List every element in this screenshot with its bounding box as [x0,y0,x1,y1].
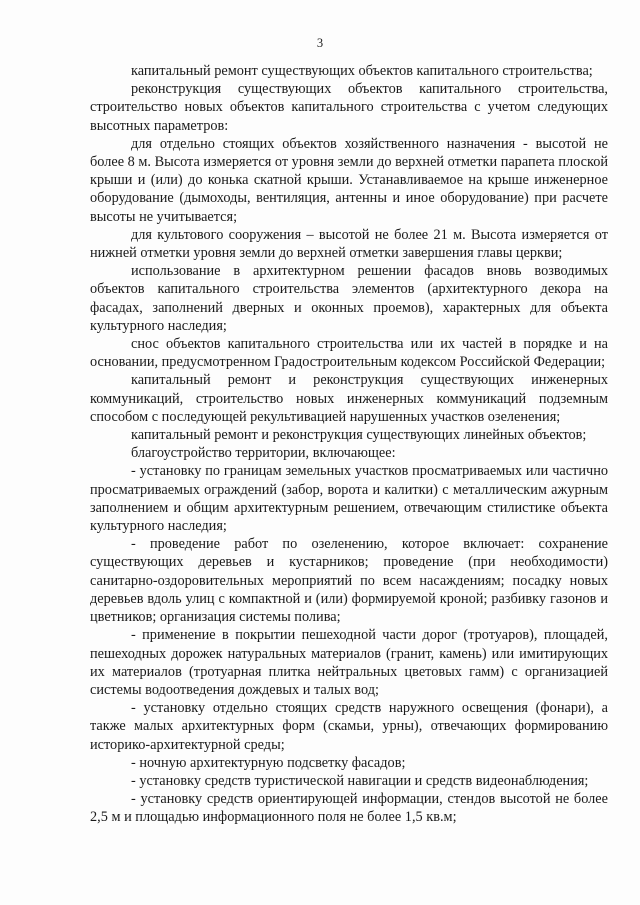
paragraph: капитальный ремонт и реконструкция существующих линейных объектов; [131,427,587,444]
paragraph: капитальный ремонт и реконструкция существующих инженерных коммуникаций, строительство новых инженерных коммуникаций подземным способом с последующей рекультивацией нарушенных участков озеленения; [90,372,608,425]
paragraph: использование в архитектурном решении фасадов вновь возводимых объектов капитального строительства элементов (архитектурного декора на фасадах, заполнений дверных и оконных проемов), характерных для объекта культурного наследия; [90,263,608,334]
list-item: - установку средств ориентирующей информации, стендов высотой не более 2,5 м и площадью информационного поля не более 1,5 кв.м; [90,791,608,826]
paragraph: для отдельно стоящих объектов хозяйственного назначения - высотой не более 8 м. Высота измеряется от уровня земли до верхней отметки парапета плоской крыши и (или) до конька скатной крыши. Устанавливаемое на крыше инженерное оборудование (дымоходы, вентиляция, антенны и иное оборудование) при расчете высоты не учитывается; [90,135,608,225]
list-item: - применение в покрытии пешеходной части дорог (тротуаров), площадей, пешеходных дорожек натуральных материалов (гранит, камень) или имитирующих их материалов (тротуарная плитка нейтральных цветовых гамм) с организацией системы водоотведения дождевых и талых вод; [90,627,608,698]
page-number: 3 [316,36,324,50]
paragraph: снос объектов капитального строительства или их частей в порядке и на основании, предусмотренном Градостроительным кодексом Российской Федерации; [90,336,608,371]
paragraph: для культового сооружения – высотой не более 21 м. Высота измеряется от нижней отметки уровня земли до верхней отметки завершения главы церкви; [90,226,608,262]
list-item: - проведение работ по озеленению, которое включает: сохранение существующих деревьев и кустарников; проведение (при необходимости) санитарно-оздоровительных мероприятий по всем насаждениям; посадку новых деревьев вдоль улиц с компактной и (или) формируемой кроной; разбивку газонов и цветников; организация системы полива; [90,536,608,626]
paragraph: капитальный ремонт существующих объектов капитального строительства; [131,63,593,79]
paragraph: благоустройство территории, включающее: [131,445,396,462]
paragraph: реконструкция существующих объектов капитального строительства, строительство новых объектов капитального строительства с учетом следующих высотных параметров: [90,81,608,134]
list-item: - ночную архитектурную подсветку фасадов; [131,754,406,771]
list-item: - установку отдельно стоящих средств наружного освещения (фонари), а также малых архитектурных форм (скамьи, урны), отвечающих формированию историко-архитектурной среды; [90,700,608,753]
list-item: - установку средств туристической навигации и средств видеонаблюдения; [131,772,589,789]
document-body [90,62,608,827]
list-item: - установку по границам земельных участков просматриваемых или частично просматриваемых ограждений (забор, ворота и калитки) с металлическим ажурным заполнением и общим архитектурным решением, отвечающим стилистике объекта культурного наследия; [90,463,608,535]
